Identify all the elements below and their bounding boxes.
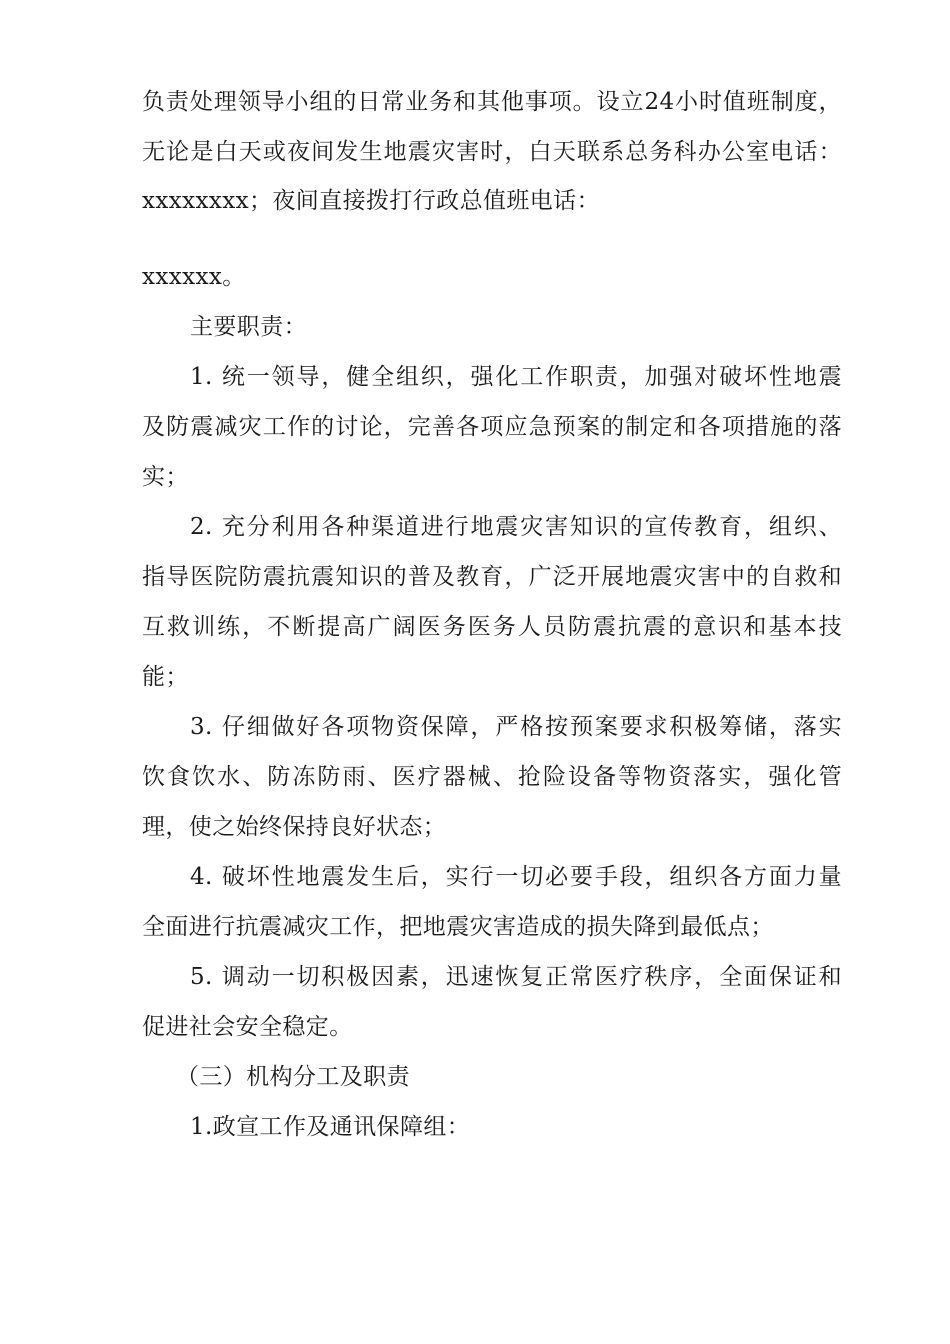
text-line: 互救训练，不断提高广阔医务医务人员防震抗震的意识和基本技 [142,614,842,640]
text-line: 及防震减灾工作的讨论，完善各项应急预案的制定和各项措施的落 [142,414,842,440]
text-line: 负责处理领导小组的日常业务和其他事项。设立24小时值班制度， [142,89,842,115]
text-line: 促进社会安全稳定。 [142,1014,353,1040]
text-line: 全面进行抗震减灾工作，把地震灾害造成的损失降到最低点； [142,914,774,940]
section-heading: （三）机构分工及职责 [176,1064,410,1090]
text-line: xxxxxx。 [142,264,246,290]
text-line: 饮食饮水、防冻防雨、医疗器械、抢险设备等物资落实，强化管 [142,764,842,790]
text-line: 指导医院防震抗震知识的普及教育，广泛开展地震灾害中的自救和 [142,564,842,590]
text-line: 实； [142,464,189,490]
text-line: 无论是白天或夜间发生地震灾害时，白天联系总务科办公室电话： [142,139,842,165]
subsection-heading: 1.政宣工作及通讯保障组： [190,1114,471,1140]
text-line: 5. 调动一切积极因素，迅速恢复正常医疗秩序，全面保证和 [190,964,842,990]
text-line: 3. 仔细做好各项物资保障，严格按预案要求积极筹储，落实 [190,714,842,740]
section-heading: 主要职责： [190,314,307,340]
text-line: 1. 统一领导，健全组织，强化工作职责，加强对破坏性地震 [190,364,842,390]
text-line: 4. 破坏性地震发生后，实行一切必要手段，组织各方面力量 [190,864,842,890]
text-line: 能； [142,664,189,690]
text-line: 理，使之始终保持良好状态； [142,814,447,840]
text-line: xxxxxxxx；夜间直接拨打行政总值班电话： [142,188,600,214]
text-line: 2. 充分利用各种渠道进行地震灾害知识的宣传教育，组织、 [190,514,842,540]
